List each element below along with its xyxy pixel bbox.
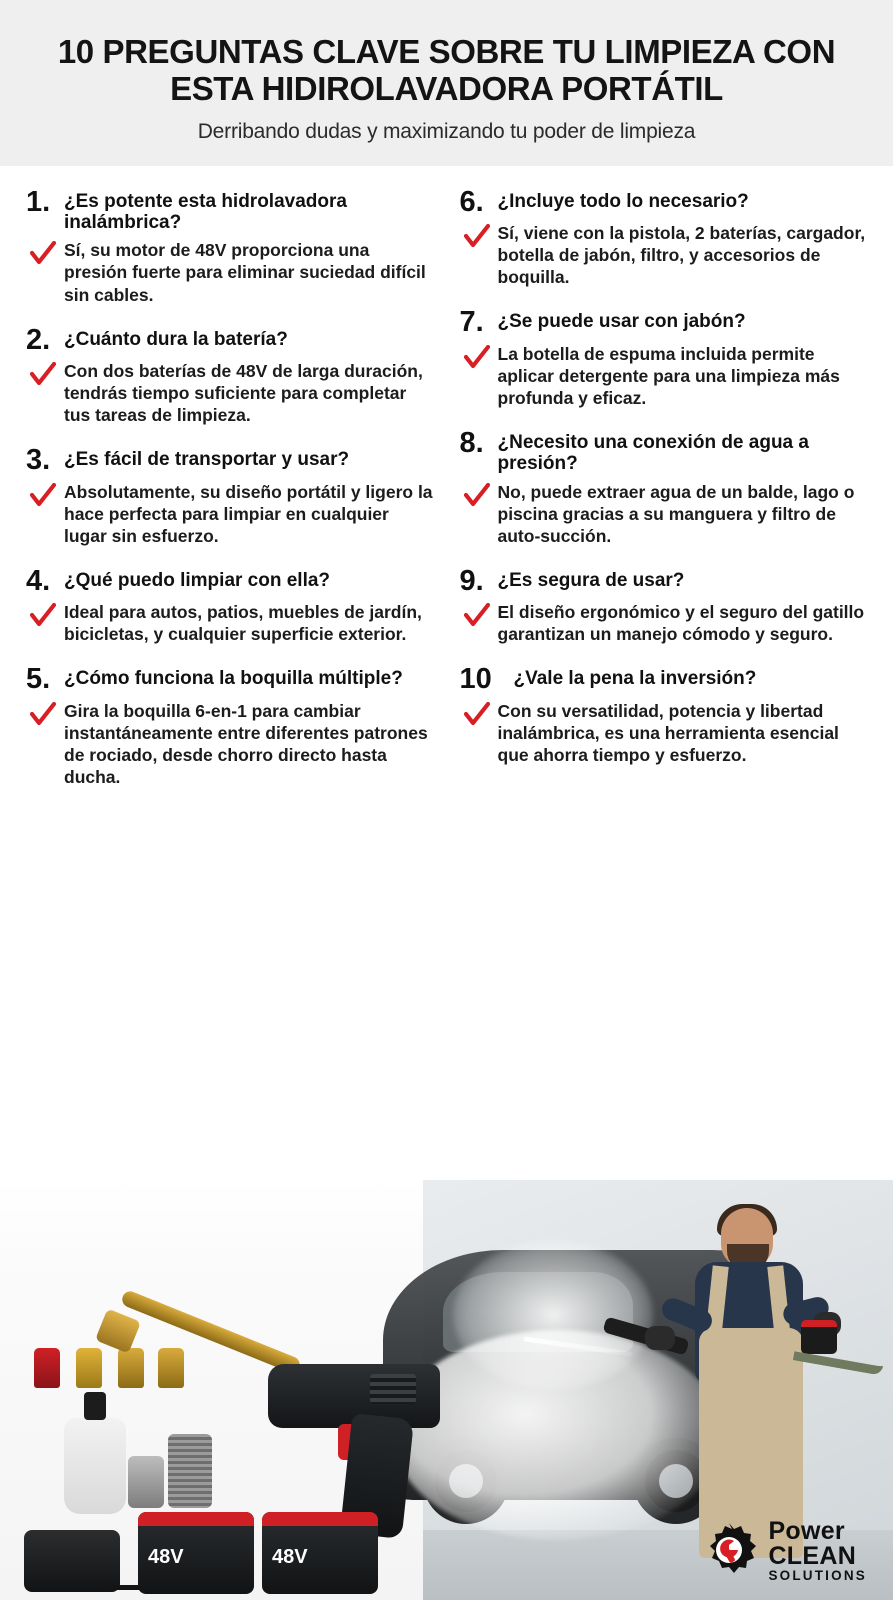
faq-question: ¿Cuánto dura la batería? — [64, 328, 288, 350]
faq-answer-row — [26, 481, 434, 547]
faq-item — [26, 665, 434, 788]
faq-question-row — [459, 306, 868, 339]
faq-answer-row — [460, 601, 868, 645]
faq-answer-row — [460, 700, 868, 766]
faq-question: ¿Incluye todo lo necesario? — [497, 190, 749, 212]
faq-answer-row — [26, 601, 434, 645]
gun-vents — [370, 1374, 416, 1404]
faq-number: 5. — [26, 663, 51, 696]
faq-question: ¿Vale la pena la inversión? — [513, 668, 757, 690]
faq-grid — [0, 166, 893, 808]
faq-answer-row — [460, 222, 868, 288]
faq-answer: Gira la boquilla 6-en-1 para cambiar instantáneamente entre diferentes patrones de rociado, desde chorro directo hasta ducha. — [64, 700, 428, 787]
bottle-neck — [84, 1392, 106, 1420]
battery-top-cap — [262, 1512, 378, 1526]
gear-wrench-icon — [700, 1521, 758, 1579]
nozzle-tip-yellow — [76, 1348, 102, 1388]
gun-lance — [120, 1289, 302, 1375]
faq-answer: Con dos baterías de 48V de larga duración, tendrás tiempo suficiente para completar tus tareas de limpieza. — [64, 360, 423, 426]
faq-question-row — [460, 429, 868, 475]
faq-question: ¿Necesito una conexión de agua a presión? — [497, 432, 809, 475]
gun-nozzle-tip — [95, 1308, 141, 1353]
header-banner — [0, 0, 893, 166]
battery-voltage-label: 48V — [148, 1546, 184, 1568]
battery-top-cap — [138, 1512, 254, 1526]
faq-question-row — [26, 663, 434, 696]
faq-item — [460, 308, 868, 409]
faq-question: ¿Es potente esta hidrolavadora inalámbrica? — [64, 190, 347, 234]
brand-line-1: Power — [768, 1516, 845, 1545]
faq-item — [460, 429, 868, 547]
faq-question-row — [26, 564, 434, 597]
faq-answer-row — [26, 360, 434, 426]
faq-question: ¿Se puede usar con jabón? — [497, 311, 746, 333]
check-icon — [30, 241, 56, 267]
faq-column-left — [26, 185, 434, 808]
battery-voltage-label: 48V — [272, 1546, 308, 1568]
faq-question-row — [459, 564, 868, 597]
brand-logo-text — [768, 1516, 867, 1583]
faq-question: ¿Qué puedo limpiar con ella? — [64, 569, 331, 591]
faq-item — [460, 665, 868, 766]
nozzle-tip-red — [34, 1348, 60, 1388]
faq-item — [459, 185, 868, 289]
faq-question-row — [459, 185, 868, 218]
faq-number: 8. — [459, 427, 484, 459]
brand-logo — [700, 1516, 867, 1583]
battery-pack — [138, 1512, 254, 1594]
water-hose — [793, 1350, 883, 1375]
faq-answer: Sí, su motor de 48V proporciona una presión fuerte para eliminar suciedad difícil sin cables. — [64, 240, 426, 305]
faq-number: 1. — [26, 185, 51, 218]
faq-question: ¿Cómo funciona la boquilla múltiple? — [64, 668, 403, 690]
faq-answer: Sí, viene con la pistola, 2 baterías, cargador, botella de jabón, filtro, y accesorios de boquilla. — [497, 223, 866, 288]
faq-number: 3. — [26, 444, 51, 477]
faq-question-row — [459, 663, 868, 696]
faq-item — [26, 185, 434, 306]
faq-item — [26, 564, 434, 646]
battery-pack — [262, 1512, 378, 1594]
faq-number: 6. — [459, 185, 484, 218]
faq-answer: No, puede extraer agua de un balde, lago o piscina gracias a su manguera y filtro de auto-succión. — [497, 481, 855, 546]
check-icon — [464, 603, 490, 629]
faq-number: 9. — [459, 564, 484, 597]
brass-connector-1 — [118, 1348, 144, 1388]
faq-column-right — [459, 185, 868, 808]
faq-answer: El diseño ergonómico y el seguro del gatillo garantizan un manejo cómodo y seguro. — [497, 602, 865, 645]
check-icon — [464, 702, 490, 728]
faq-item — [26, 323, 434, 427]
faq-question-row — [26, 444, 434, 477]
faq-question-row — [26, 185, 434, 234]
tool-battery — [801, 1320, 837, 1354]
brand-line-2: CLEAN — [768, 1541, 857, 1570]
faq-answer: Absolutamente, su diseño portátil y ligero la hace perfecta para limpiar en cualquier lugar sin esfuerzo. — [64, 481, 433, 546]
brand-line-3: SOLUTIONS — [768, 1567, 867, 1583]
foam-soap-bottle — [64, 1418, 126, 1514]
check-icon — [30, 603, 56, 629]
water-filter — [168, 1434, 212, 1508]
faq-question: ¿Es fácil de transportar y usar? — [64, 449, 350, 471]
check-icon — [30, 483, 56, 509]
faq-question: ¿Es segura de usar? — [497, 569, 685, 591]
person-glove-left — [645, 1326, 675, 1350]
faq-answer: Ideal para autos, patios, muebles de jardín, bicicletas, y cualquier superficie exterior. — [64, 602, 422, 645]
filter-cap — [128, 1456, 164, 1508]
page-title: 10 PREGUNTAS CLAVE SOBRE TU LIMPIEZA CON ESTA HIDIROLAVADORA PORTÁTIL — [57, 33, 836, 107]
faq-answer-row — [26, 700, 434, 788]
faq-item — [459, 564, 868, 646]
battery-charger — [24, 1530, 120, 1592]
faq-answer: La botella de espuma incluida permite aplicar detergente para una limpieza más profunda y eficaz. — [497, 343, 840, 408]
faq-number: 7. — [459, 306, 484, 339]
page-subtitle: Derribando dudas y maximizando tu poder de limpieza — [197, 119, 696, 143]
brass-connector-2 — [158, 1348, 184, 1388]
faq-number: 4. — [26, 564, 51, 597]
faq-item — [26, 446, 434, 547]
faq-question-row — [26, 323, 434, 356]
check-icon — [30, 362, 56, 388]
faq-number: 2. — [26, 323, 51, 356]
check-icon — [464, 483, 490, 509]
check-icon — [464, 345, 490, 371]
faq-number: 10 — [459, 663, 492, 696]
faq-answer: Con su versatilidad, potencia y libertad inalámbrica, es una herramienta esencial que ahorra tiempo y esfuerzo. — [497, 700, 839, 765]
faq-answer-row — [460, 481, 868, 547]
faq-answer-row — [460, 343, 868, 409]
faq-answer-row — [26, 239, 434, 305]
product-photo-area — [0, 1180, 893, 1600]
check-icon — [30, 702, 56, 728]
check-icon — [464, 224, 490, 250]
